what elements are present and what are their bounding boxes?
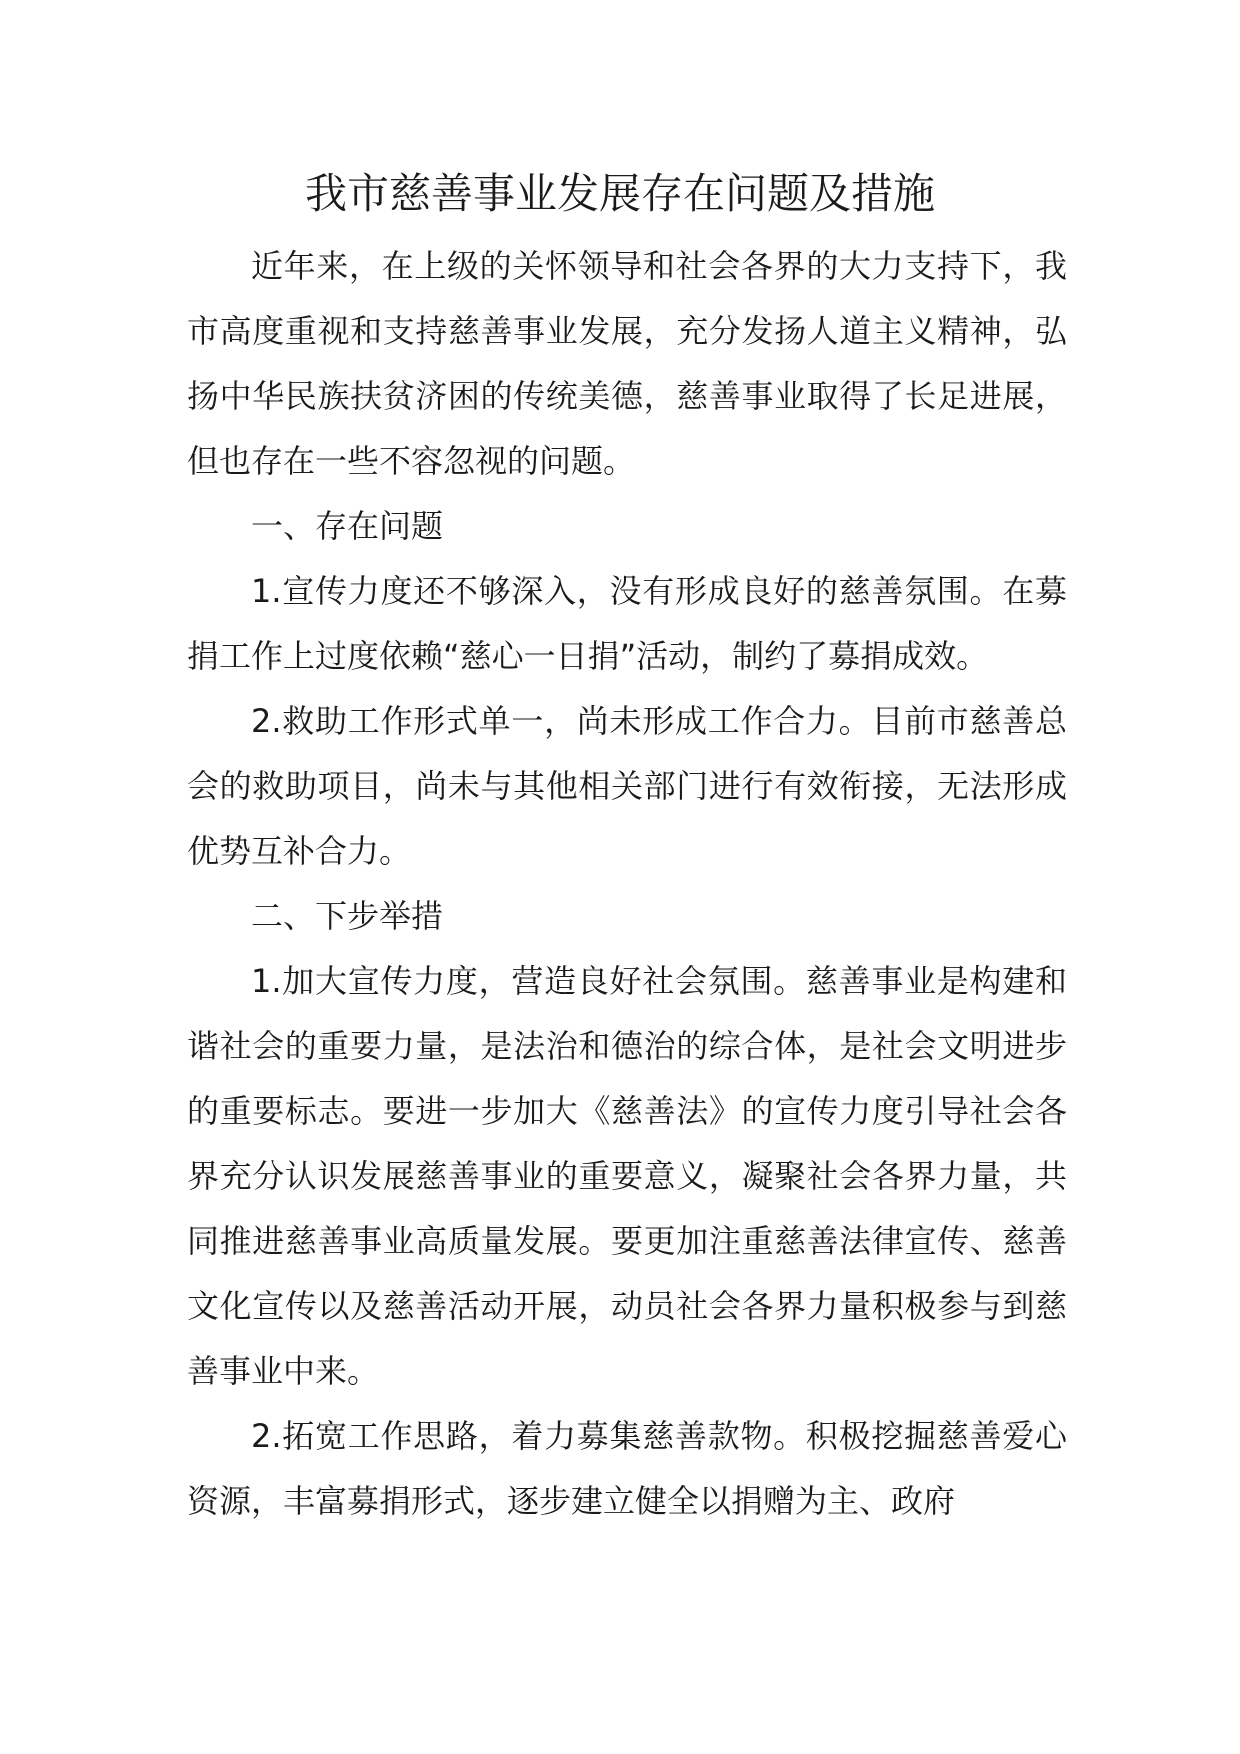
- paragraph-intro: 近年来，在上级的关怀领导和社会各界的大力支持下，我市高度重视和支持慈善事业发展，充分发扬人道主义精神，弘扬中华民族扶贫济困的传统美德，慈善事业取得了长足进展，但也存在一些不容忽视的问题。: [187, 247, 1067, 480]
- document-title: 我市慈善事业发展存在问题及措施: [304, 169, 935, 218]
- section-heading-problems: 一、存在问题: [251, 507, 444, 545]
- paragraph-measure-1: 1.加大宣传力度，营造良好社会氛围。慈善事业是构建和谐社会的重要力量，是法治和德治的综合体，是社会文明进步的重要标志。要进一步加大《慈善法》的宣传力度引导社会各界充分认识发展慈善事业的重要意义，凝聚社会各界力量，共同推进慈善事业高质量发展。要更加注重慈善法律宣传、慈善文化宣传以及慈善活动开展，动员社会各界力量积极参与到慈善事业中来。: [187, 962, 1067, 1390]
- paragraph-problem-2: 2.救助工作形式单一，尚未形成工作合力。目前市慈善总会的救助项目，尚未与其他相关部门进行有效衔接，无法形成优势互补合力。: [187, 702, 1067, 870]
- document-body: [187, 234, 1067, 1534]
- paragraph-measure-2: 2.拓宽工作思路，着力募集慈善款物。积极挖掘慈善爱心资源，丰富募捐形式，逐步建立健全以捐赠为主、政府: [187, 1417, 1067, 1520]
- section-heading-measures: 二、下步举措: [251, 897, 444, 935]
- paragraph-problem-1: 1.宣传力度还不够深入，没有形成良好的慈善氛围。在募捐工作上过度依赖“慈心一日捐”活动，制约了募捐成效。: [187, 572, 1067, 675]
